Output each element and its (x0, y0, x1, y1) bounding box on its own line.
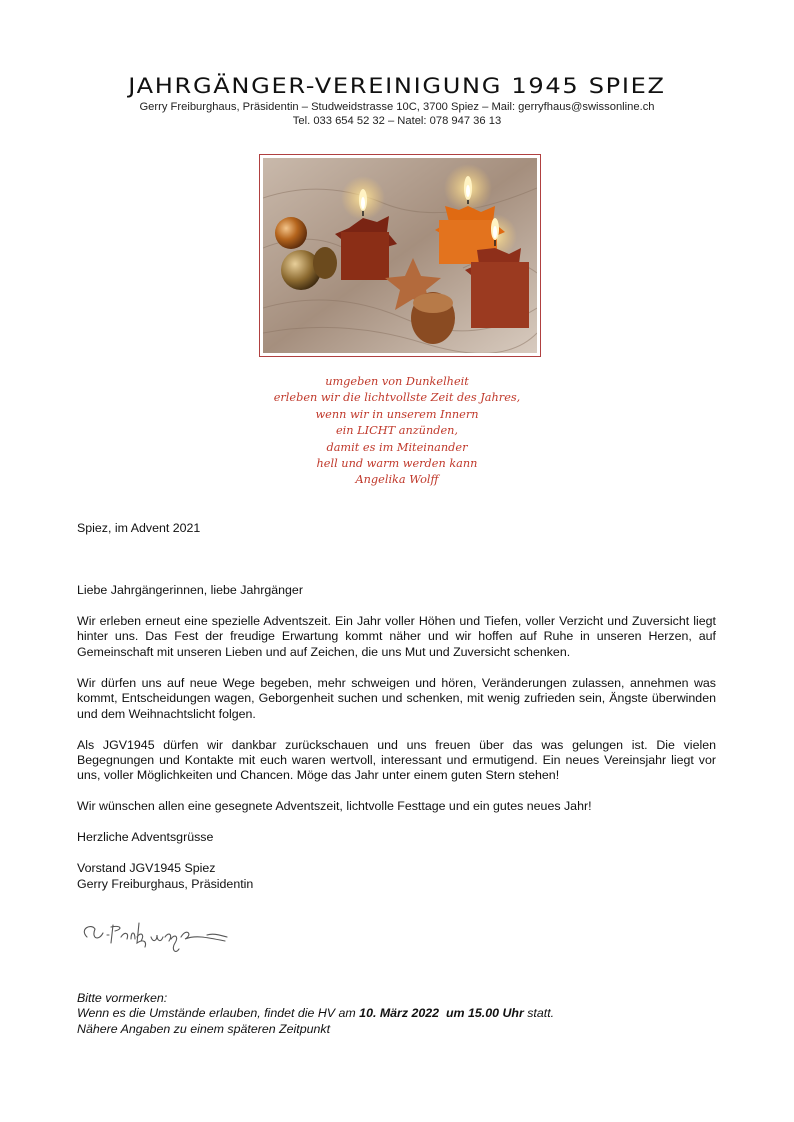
paragraph: Wir wünschen allen eine gesegnete Adventszeit, lichtvolle Festtage und ein gutes neues Jahr! (77, 799, 592, 814)
note-meeting-line (77, 1006, 717, 1021)
organization-title: JAHRGÄNGER-VEREINIGUNG 1945 SPIEZ (128, 74, 666, 99)
poem-author: Angelika Wolff (355, 473, 439, 487)
letter-body (77, 583, 716, 892)
contact-line-phone: Tel. 033 654 52 32 – Natel: 078 947 36 13 (292, 115, 502, 127)
signature-scribble (77, 915, 237, 955)
paragraph: Wir dürfen uns auf neue Wege begeben, mehr schweigen und hören, Veränderungen zulassen, annehmen was kommt, Entscheidungen wagen, Geborgenheit suchen und schenken, mit wenig zufrieden sein, Ängste überwinden und dem Weihnachtslicht folgen. (77, 675, 716, 721)
note-heading: Bitte vormerken: (77, 991, 168, 1005)
candles-illustration (263, 158, 537, 353)
poem-line: wenn wir in unserem Innern (315, 407, 479, 421)
poem-line: erleben wir die lichtvollste Zeit des Jahres, (273, 391, 521, 405)
advent-poem (200, 374, 594, 489)
poem-line: hell und warm werden kann (316, 457, 478, 471)
poem-line: damit es im Miteinander (326, 440, 468, 454)
note-followup: Nähere Angaben zu einem späteren Zeitpunkt (77, 1021, 331, 1036)
greeting: Liebe Jahrgängerinnen, liebe Jahrgänger (77, 583, 303, 597)
poem-line: umgeben von Dunkelheit (325, 375, 469, 388)
signoff-line: Gerry Freiburghaus, Präsidentin (77, 876, 254, 891)
meeting-time: um 15.00 Uhr (445, 1006, 524, 1021)
contact-line-address: Gerry Freiburghaus, Präsidentin – Studweidstrasse 10C, 3700 Spiez – Mail: gerryfhaus@swissonline.ch (139, 101, 655, 113)
place-and-date: Spiez, im Advent 2021 (77, 521, 201, 535)
closing: Herzliche Adventsgrüsse (77, 830, 214, 845)
paragraph: Wir erleben erneut eine spezielle Adventszeit. Ein Jahr voller Höhen und Tiefen, voller Verzicht und Zuversicht liegt hinter uns. Das Fest der freudige Erwartung kommt näher und wir hoffen auf Ruhe in unseren Herzen, auf Gemeinschaft mit unseren Lieben und auf Zeichen, die uns Mut und Zuversicht schenken. (77, 614, 716, 659)
note-text: Wenn es die Umstände erlauben, findet die HV am (77, 1006, 360, 1021)
signoff-line: Vorstand JGV1945 Spiez (77, 861, 216, 876)
paragraph: Als JGV1945 dürfen wir dankbar zurückschauen und uns freuen über das was gelungen ist. Die vielen Begegnungen und Kontakte mit euch waren wertvoll, interessant und ermutigend. Ein neues Vereinsjahr liegt vor uns, voller Möglichkeiten und Chancen. Möge das Jahr unter einem guten Stern stehen! (77, 737, 716, 783)
meeting-date: 10. März 2022 (359, 1006, 440, 1021)
save-the-date-note (77, 991, 717, 1037)
letterhead (0, 74, 794, 128)
advent-candles-photo (259, 154, 541, 357)
handwritten-signature (77, 915, 237, 955)
poem-line: ein LICHT anzünden, (335, 424, 459, 438)
note-text: statt. (523, 1006, 555, 1021)
